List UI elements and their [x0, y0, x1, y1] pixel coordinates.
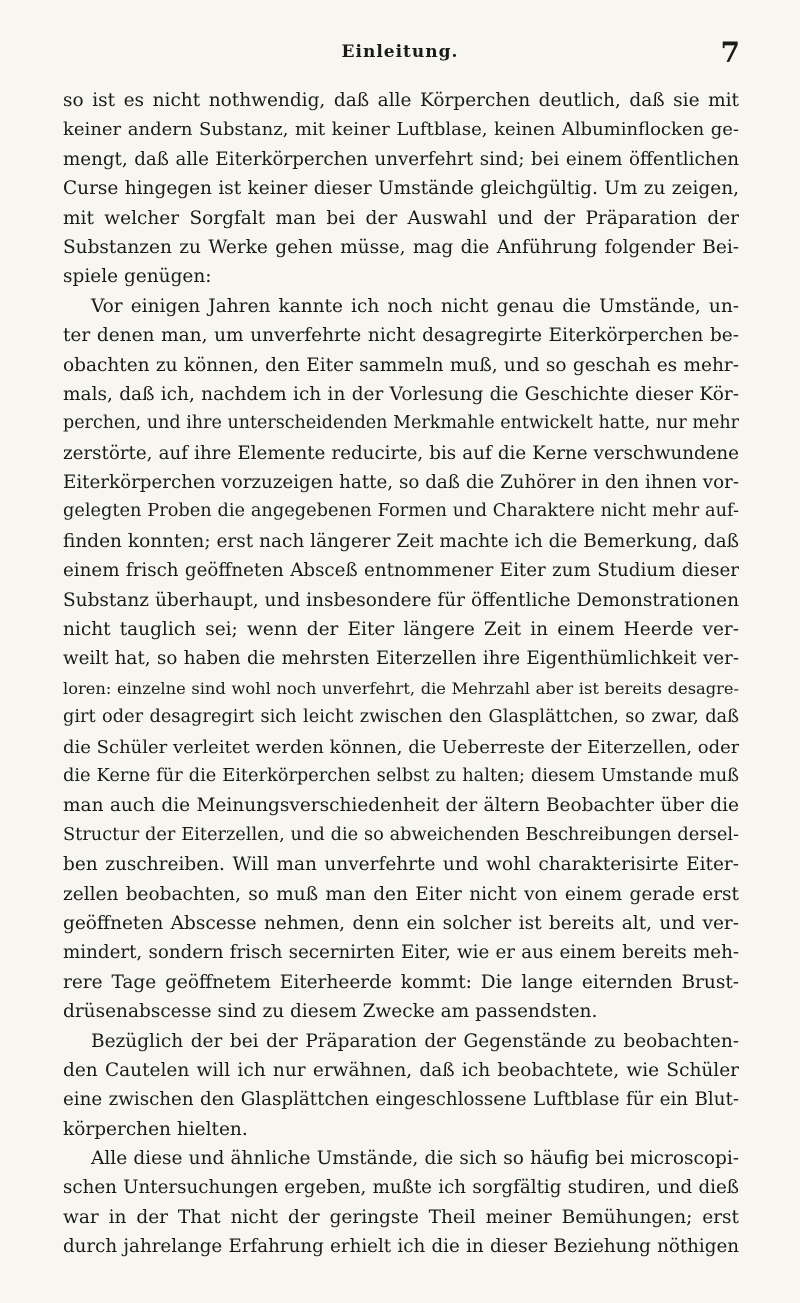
text-line: Bezüglich der bei der Präparation der Gegenstände zu beobachten-	[91, 1030, 739, 1052]
body-text	[63, 86, 739, 1262]
text-line: nicht tauglich sei; wenn der Eiter längere Zeit in einem Heerde ver-	[63, 619, 739, 641]
running-head: Einleitung.	[341, 42, 459, 62]
text-line: weilt hat, so haben die mehrsten Eiterzellen ihre Eigenthümlichkeit ver-	[63, 648, 739, 670]
text-line: ben zuschreiben. Will man unverfehrte und wohl charakterisirte Eiter-	[63, 854, 739, 876]
text-line: war in der That nicht der geringste Theil meiner Bemühungen; erst	[63, 1206, 739, 1228]
page-header	[60, 36, 740, 76]
text-line: zellen beobachten, so muß man den Eiter nicht von einem gerade erst	[63, 883, 739, 905]
text-line: keiner andern Substanz, mit keiner Luftblase, keinen Albuminflocken ge-	[63, 119, 739, 141]
text-line: mengt, daß alle Eiterkörperchen unverfehrt sind; bei einem öffentlichen	[63, 148, 739, 170]
text-line: mit welcher Sorgfalt man bei der Auswahl und der Präparation der	[63, 207, 739, 229]
text-line: perchen, und ihre unterscheidenden Merkmahle entwickelt hatte, nur mehr	[63, 413, 739, 434]
text-line: Structur der Eiterzellen, und die so abweichenden Beschreibungen dersel-	[63, 824, 739, 845]
text-line: geöffneten Abscesse nehmen, denn ein solcher ist bereits alt, und ver-	[63, 912, 739, 934]
text-line: körperchen hielten.	[63, 1118, 248, 1140]
text-line: durch jahrelange Erfahrung erhielt ich die in dieser Beziehung nöthigen	[63, 1236, 739, 1258]
text-line: Curse hingegen ist keiner dieser Umstände gleichgültig. Um zu zeigen,	[63, 178, 739, 200]
text-line: finden konnten; erst nach längerer Zeit machte ich die Bemerkung, daß	[63, 530, 739, 552]
text-line: Substanzen zu Werke gehen müsse, mag die Anführung folgender Bei-	[63, 236, 739, 258]
text-line: den Cautelen will ich nur erwähnen, daß ich beobachtete, wie Schüler	[63, 1059, 739, 1081]
text-line: man auch die Meinungsverschiedenheit der ältern Beobachter über die	[63, 795, 739, 817]
text-line: gelegten Proben die angegebenen Formen und Charaktere nicht mehr auf-	[63, 501, 739, 522]
page-number: 7	[720, 36, 740, 69]
text-line: spiele genügen:	[63, 266, 212, 288]
text-line: loren: einzelne sind wohl noch unverfehrt, die Mehrzahl aber ist bereits desagre-	[63, 678, 739, 698]
text-line: mindert, sondern frisch secernirten Eiter, wie er aus einem bereits meh-	[63, 942, 739, 964]
text-line: eine zwischen den Glasplättchen eingeschlossene Luftblase für ein Blut-	[63, 1089, 739, 1111]
text-line: Eiterkörperchen vorzuzeigen hatte, so daß die Zuhörer in den ihnen vor-	[63, 472, 739, 494]
text-line: zerstörte, auf ihre Elemente reducirte, bis auf die Kerne verschwundene	[63, 442, 739, 464]
text-line: so ist es nicht nothwendig, daß alle Körperchen deutlich, daß sie mit	[63, 90, 739, 111]
text-line: girt oder desagregirt sich leicht zwischen den Glasplättchen, so zwar, daß	[63, 707, 739, 728]
text-line: Vor einigen Jahren kannte ich noch nicht genau die Umstände, un-	[91, 295, 739, 317]
text-line: mals, daß ich, nachdem ich in der Vorlesung die Geschichte dieser Kör-	[63, 383, 739, 405]
text-line: drüsenabscesse sind zu diesem Zwecke am passendsten.	[63, 1001, 598, 1023]
text-line: Substanz überhaupt, und insbesondere für öffentliche Demonstrationen	[63, 589, 739, 611]
text-line: die Kerne für die Eiterkörperchen selbst zu halten; diesem Umstande muß	[63, 765, 739, 786]
text-line: die Schüler verleitet werden können, die Ueberreste der Eiterzellen, oder	[63, 736, 739, 758]
text-line: einem frisch geöffneten Absceß entnommener Eiter zum Studium dieser	[63, 560, 739, 582]
text-line: Alle diese und ähnliche Umstände, die sich so häufig bei microscopi-	[91, 1148, 739, 1170]
text-line: rere Tage geöffnetem Eiterheerde kommt: Die lange eiternden Brust-	[63, 971, 739, 993]
text-line: schen Untersuchungen ergeben, mußte ich sorgfältig studiren, und dieß	[63, 1177, 739, 1199]
text-line: obachten zu können, den Eiter sammeln muß, und so geschah es mehr-	[63, 354, 739, 376]
text-line: ter denen man, um unverfehrte nicht desagregirte Eiterkörperchen be-	[63, 325, 739, 347]
